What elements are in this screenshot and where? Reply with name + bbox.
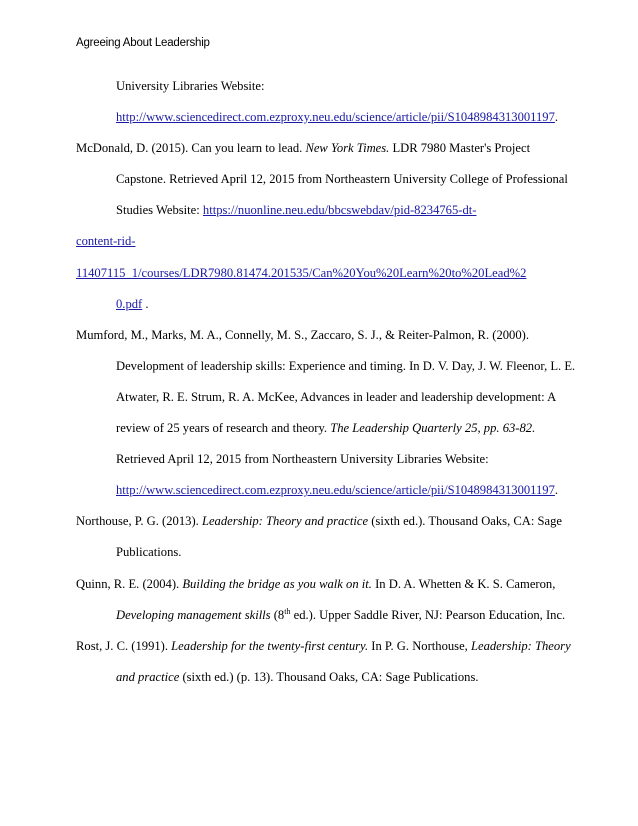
reference-link[interactable]: http://www.sciencedirect.com.ezproxy.neu.edu/science/article/pii/S1048984313001197	[116, 483, 555, 498]
reference-author: McDonald, D. (2015). Can you learn to lead.	[76, 141, 306, 156]
reference-details: (8	[270, 607, 285, 622]
reference-entry	[76, 631, 576, 693]
url-part: content-rid-	[76, 234, 136, 249]
continuation-text: University Libraries Website:	[116, 79, 265, 93]
reference-author: Northouse, P. G. (2013).	[76, 514, 202, 529]
reference-details: (sixth ed.). Thousand Oaks, CA: Sage Publications.	[116, 514, 562, 560]
reference-entry	[76, 569, 576, 631]
reference-details: (sixth ed.) (p. 13). Thousand Oaks, CA: Sage Publications.	[179, 669, 479, 684]
reference-title: Leadership: Theory and practice	[201, 514, 369, 529]
url-part: 11407115_1/courses/LDR7980.81474.201535/Can%20You%20Learn%20to%20Lead%2	[76, 265, 527, 280]
reference-book-title: Leadership: Theory and practice	[116, 638, 571, 684]
url-suffix: .	[142, 296, 149, 311]
reference-title: Building the bridge as you walk on it.	[182, 576, 372, 591]
reference-author: Quinn, R. E. (2004).	[76, 576, 183, 591]
reference-entry	[76, 320, 576, 507]
reference-title: Leadership for the twenty-first century.	[171, 638, 369, 653]
reference-entry	[76, 506, 576, 568]
reference-author: Rost, J. C. (1991).	[76, 638, 172, 653]
reference-book-title: Developing management skills	[116, 607, 271, 622]
url-part: https://nuonline.neu.edu/bbcswebdav/pid-8234765-dt-	[202, 203, 477, 218]
reference-details: ed.). Upper Saddle River, NJ: Pearson Education, Inc.	[290, 607, 566, 622]
reference-details: In D. A. Whetten & K. S. Cameron,	[371, 576, 556, 591]
reference-list	[76, 71, 576, 693]
running-head: Agreeing About Leadership	[76, 37, 210, 49]
reference-details: LDR 7980 Master's Project Capstone. Retrieved April 12, 2015 from Northeastern University College of Professional Studies Website:	[116, 141, 568, 218]
url-part: 0.pdf	[116, 296, 143, 311]
reference-details: In P. G. Northouse,	[368, 638, 471, 653]
reference-author: Mumford, M., Marks, M. A., Connelly, M. S., Zaccaro, S. J., & Reiter-Palmon, R. (2000).	[76, 327, 529, 342]
reference-link[interactable]: http://www.sciencedirect.com.ezproxy.neu.edu/science/article/pii/S1048984313001197	[116, 110, 555, 125]
reference-source: The Leadership Quarterly 25, pp. 63-82.	[330, 421, 536, 436]
continuation-url-line	[116, 102, 576, 133]
reference-source: New York Times.	[305, 141, 390, 156]
reference-link[interactable]	[76, 203, 576, 311]
url-suffix: .	[554, 483, 559, 498]
reference-details: Development of leadership skills: Experience and timing. In D. V. Day, J. W. Fleenor, L. E. Atwater, R. E. Strum, R. A. McKee, Advances in leader and leadership development: A review of 25 years of research and theory.	[116, 358, 576, 436]
reference-continuation	[76, 71, 576, 133]
reference-entry	[76, 133, 576, 320]
ordinal-suffix: th	[284, 606, 291, 616]
url-suffix: .	[554, 110, 559, 125]
reference-details: Retrieved April 12, 2015 from Northeastern University Libraries Website:	[116, 452, 489, 467]
